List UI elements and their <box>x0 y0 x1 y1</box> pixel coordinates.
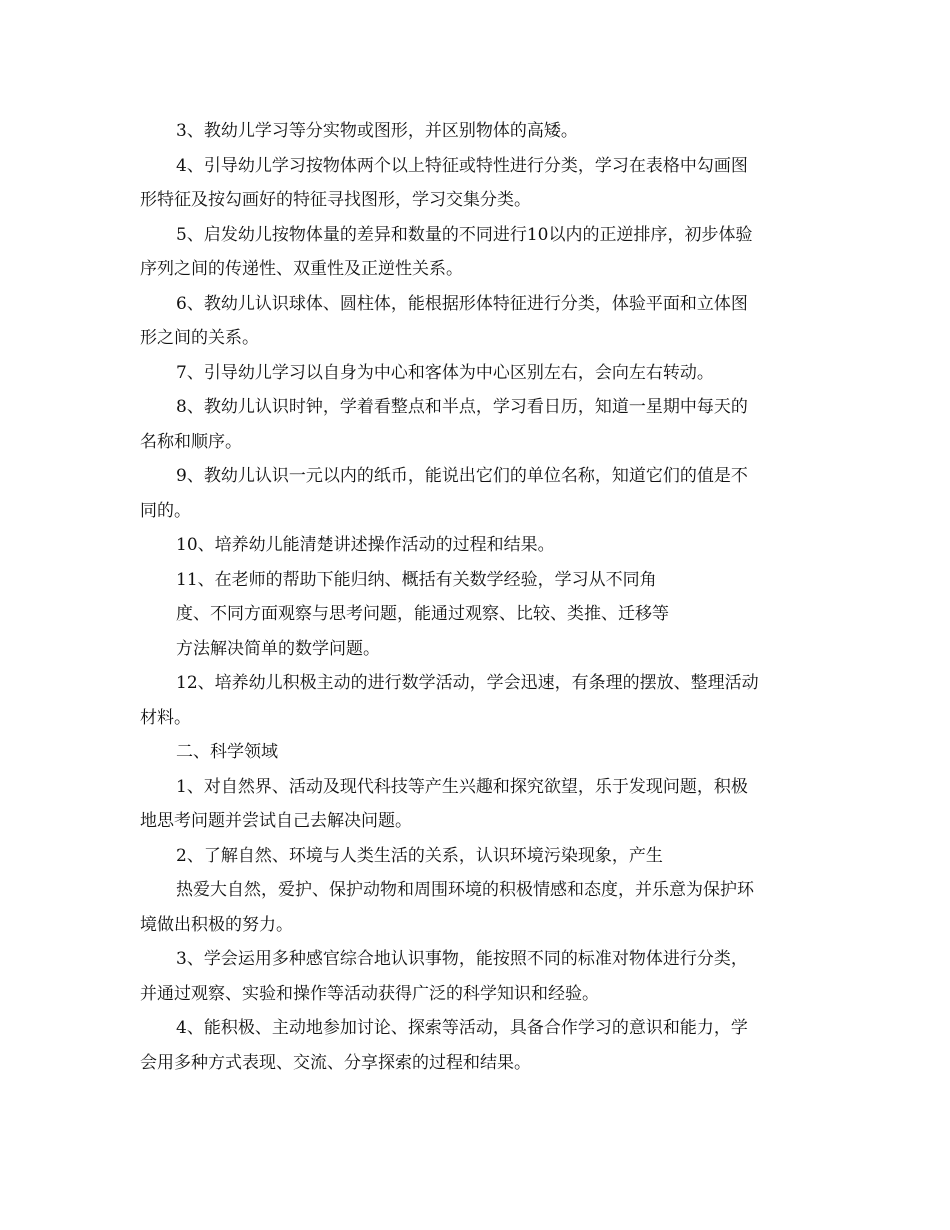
paragraph-science-4: 4、能积极、主动地参加讨论、探索等活动，具备合作学习的意识和能力，学 会用多种方式表现、交流、分享探索的过程和结果。 <box>140 1018 748 1073</box>
paragraph-math-11-line-3: 方法解决简单的数学问题。 <box>176 638 380 659</box>
paragraph-math-10: 10、培养幼儿能清楚讲述操作活动的过程和结果。 <box>176 535 555 555</box>
paragraph-math-9: 9、教幼儿认识一元以内的纸币，能说出它们的单位名称，知道它们的值是不 同的。 <box>140 466 748 521</box>
paragraph-math-7: 7、引导幼儿学习以自身为中心和客体为中心区别左右，会向左右转动。 <box>176 362 714 383</box>
paragraph-math-5: 5、启发幼儿按物体量的差异和数量的不同进行10以内的正逆排序，初步体验 序列之间的传递性、双重性及正逆性关系。 <box>140 224 753 279</box>
document-body <box>140 114 820 1080</box>
paragraph-math-3: 3、教幼儿学习等分实物或图形，并区别物体的高矮。 <box>176 121 578 141</box>
paragraph-math-11-line-2: 度、不同方面观察与思考问题，能通过观察、比较、类推、迁移等 <box>176 604 669 624</box>
paragraph-math-11-line-1: 11、在老师的帮助下能归纳、概括有关数学经验，学习从不同角 <box>176 569 657 590</box>
paragraph-science-2-line-1: 2、了解自然、环境与人类生活的关系，认识环境污染现象，产生 <box>176 845 663 866</box>
section-heading-science: 二、科学领域 <box>176 742 278 762</box>
paragraph-math-8: 8、教幼儿认识时钟，学着看整点和半点，学习看日历，知道一星期中每天的 名称和顺序。 <box>140 397 748 452</box>
paragraph-math-12: 12、培养幼儿积极主动的进行数学活动，学会迅速，有条理的摆放、整理活动 材料。 <box>140 673 759 728</box>
paragraph-science-1: 1、对自然界、活动及现代科技等产生兴趣和探究欲望，乐于发现问题，积极 地思考问题并尝试自己去解决问题。 <box>140 776 748 831</box>
paragraph-math-4: 4、引导幼儿学习按物体两个以上特征或特性进行分类，学习在表格中勾画图 形特征及按勾画好的特征寻找图形，学习交集分类。 <box>140 155 748 210</box>
paragraph-science-2-line-2: 热爱大自然，爱护、保护动物和周围环境的积极情感和态度，并乐意为保护环 境做出积极的努力。 <box>140 880 754 935</box>
paragraph-science-3: 3、学会运用多种感官综合地认识事物，能按照不同的标准对物体进行分类， 并通过观察、实验和操作等活动获得广泛的科学知识和经验。 <box>140 949 748 1004</box>
paragraph-math-6: 6、教幼儿认识球体、圆柱体，能根据形体特征进行分类，体验平面和立体图 形之间的关系。 <box>140 293 748 348</box>
